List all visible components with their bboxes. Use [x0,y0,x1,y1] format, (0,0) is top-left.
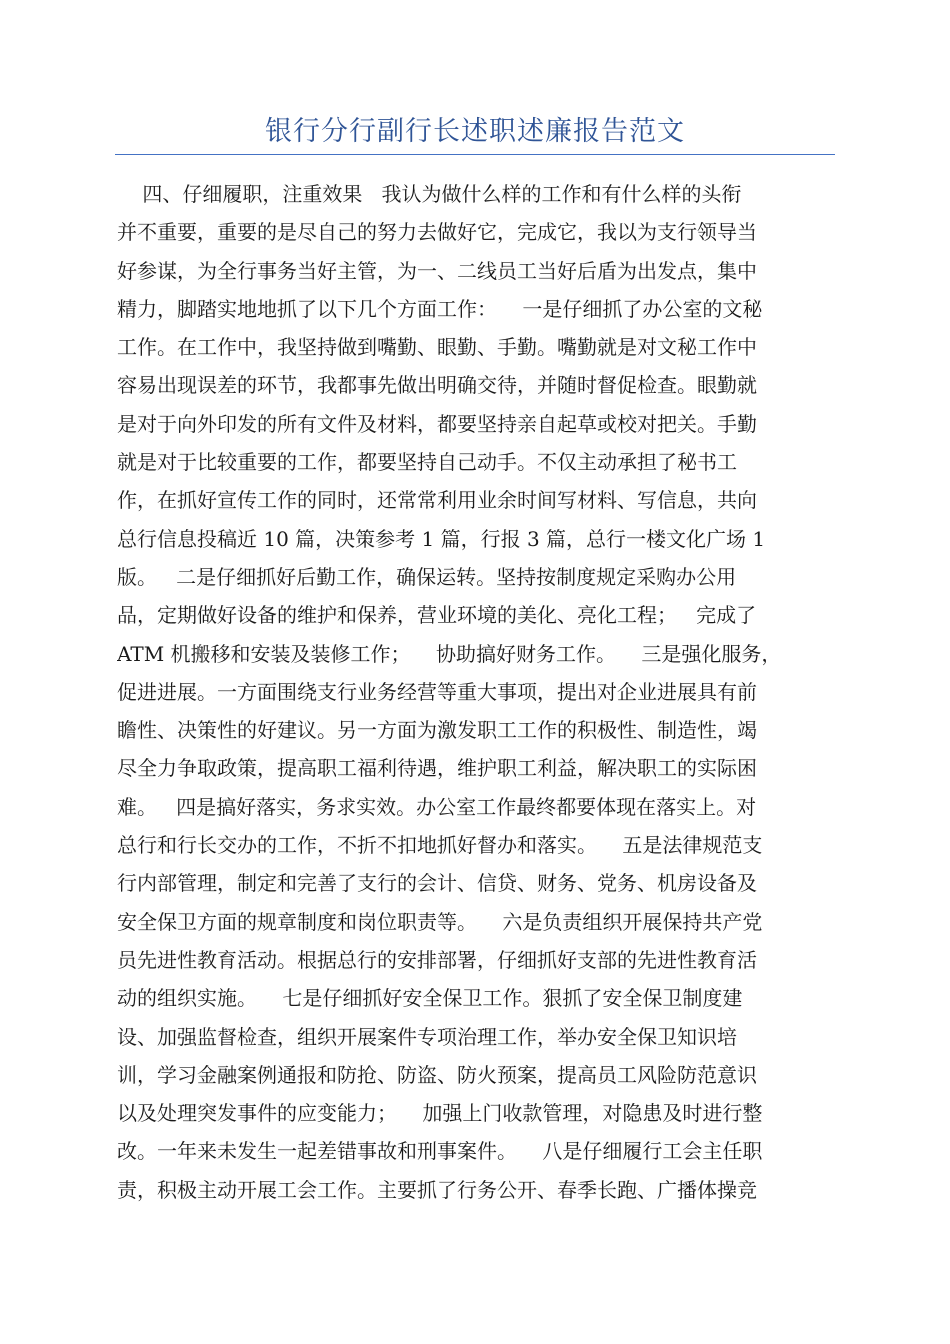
text-line: 行内部管理，制定和完善了支行的会计、信贷、财务、党务、机房设备及 [117,871,757,896]
body-paragraph [117,175,837,1209]
text-line: ATM 机搬移和安装及装修工作； 协助搞好财务工作。 三是强化服务， [117,641,782,666]
text-line: 设、加强监督检查，组织开展案件专项治理工作，举办安全保卫知识培 [117,1024,737,1049]
text-line: 容易出现误差的环节，我都事先做出明确交待，并随时督促检查。眼勤就 [117,373,757,398]
text-line: 就是对于比较重要的工作，都要坚持自己动手。不仅主动承担了秘书工 [117,450,737,475]
text-line: 尽全力争取政策，提高职工福利待遇，维护职工利益，解决职工的实际困 [117,756,757,781]
text-line: 瞻性、决策性的好建议。另一方面为激发职工工作的积极性、制造性，竭 [117,718,757,743]
text-line: 品，定期做好设备的维护和保养，营业环境的美化、亮化工程； 完成了 [117,603,757,628]
title-underline [115,154,835,155]
text-line: 并不重要，重要的是尽自己的努力去做好它，完成它，我以为支行领导当 [117,220,757,245]
text-line: 安全保卫方面的规章制度和岗位职责等。 六是负责组织开展保持共产党 [117,909,763,934]
text-line: 好参谋，为全行事务当好主管，为一、二线员工当好后盾为出发点，集中 [117,258,757,283]
text-line: 作，在抓好宣传工作的同时，还常常利用业余时间写材料、写信息，共向 [117,488,757,513]
text-line: 促进进展。一方面围绕支行业务经营等重大事项，提出对企业进展具有前 [117,679,757,704]
text-line: 是对于向外印发的所有文件及材料，都要坚持亲自起草或校对把关。手勤 [117,411,757,436]
text-line: 员先进性教育活动。根据总行的安排部署，仔细抓好支部的先进性教育活 [117,947,757,972]
text-line: 训，学习金融案例通报和防抢、防盗、防火预案，提高员工风险防范意识 [117,1062,757,1087]
document-title: 银行分行副行长述职述廉报告范文 [265,116,685,147]
text-line: 改。一年来未发生一起差错事故和刑事案件。 八是仔细履行工会主任职 [117,1139,763,1164]
text-line: 精力，脚踏实地地抓了以下几个方面工作： 一是仔细抓了办公室的文秘 [117,296,763,321]
text-line: 四、仔细履职，注重效果 我认为做什么样的工作和有什么样的头衔 [117,182,742,206]
text-line: 动的组织实施。 七是仔细抓好安全保卫工作。狠抓了安全保卫制度建 [117,986,743,1011]
text-line: 责，积极主动开展工会工作。主要抓了行务公开、春季长跑、广播体操竞 [117,1177,757,1202]
text-line: 总行信息投稿近 10 篇，决策参考 1 篇，行报 3 篇，总行一楼文化广场 1 [117,526,766,551]
text-line: 工作。在工作中，我坚持做到嘴勤、眼勤、手勤。嘴勤就是对文秘工作中 [117,335,757,360]
text-line: 以及处理突发事件的应变能力； 加强上门收款管理，对隐患及时进行整 [117,1101,763,1126]
text-line: 难。 四是搞好落实，务求实效。办公室工作最终都要体现在落实上。对 [117,794,757,819]
text-line: 总行和行长交办的工作，不折不扣地抓好督办和落实。 五是法律规范支 [117,833,763,858]
text-line: 版。 二是仔细抓好后勤工作，确保运转。坚持按制度规定采购办公用 [117,564,737,589]
